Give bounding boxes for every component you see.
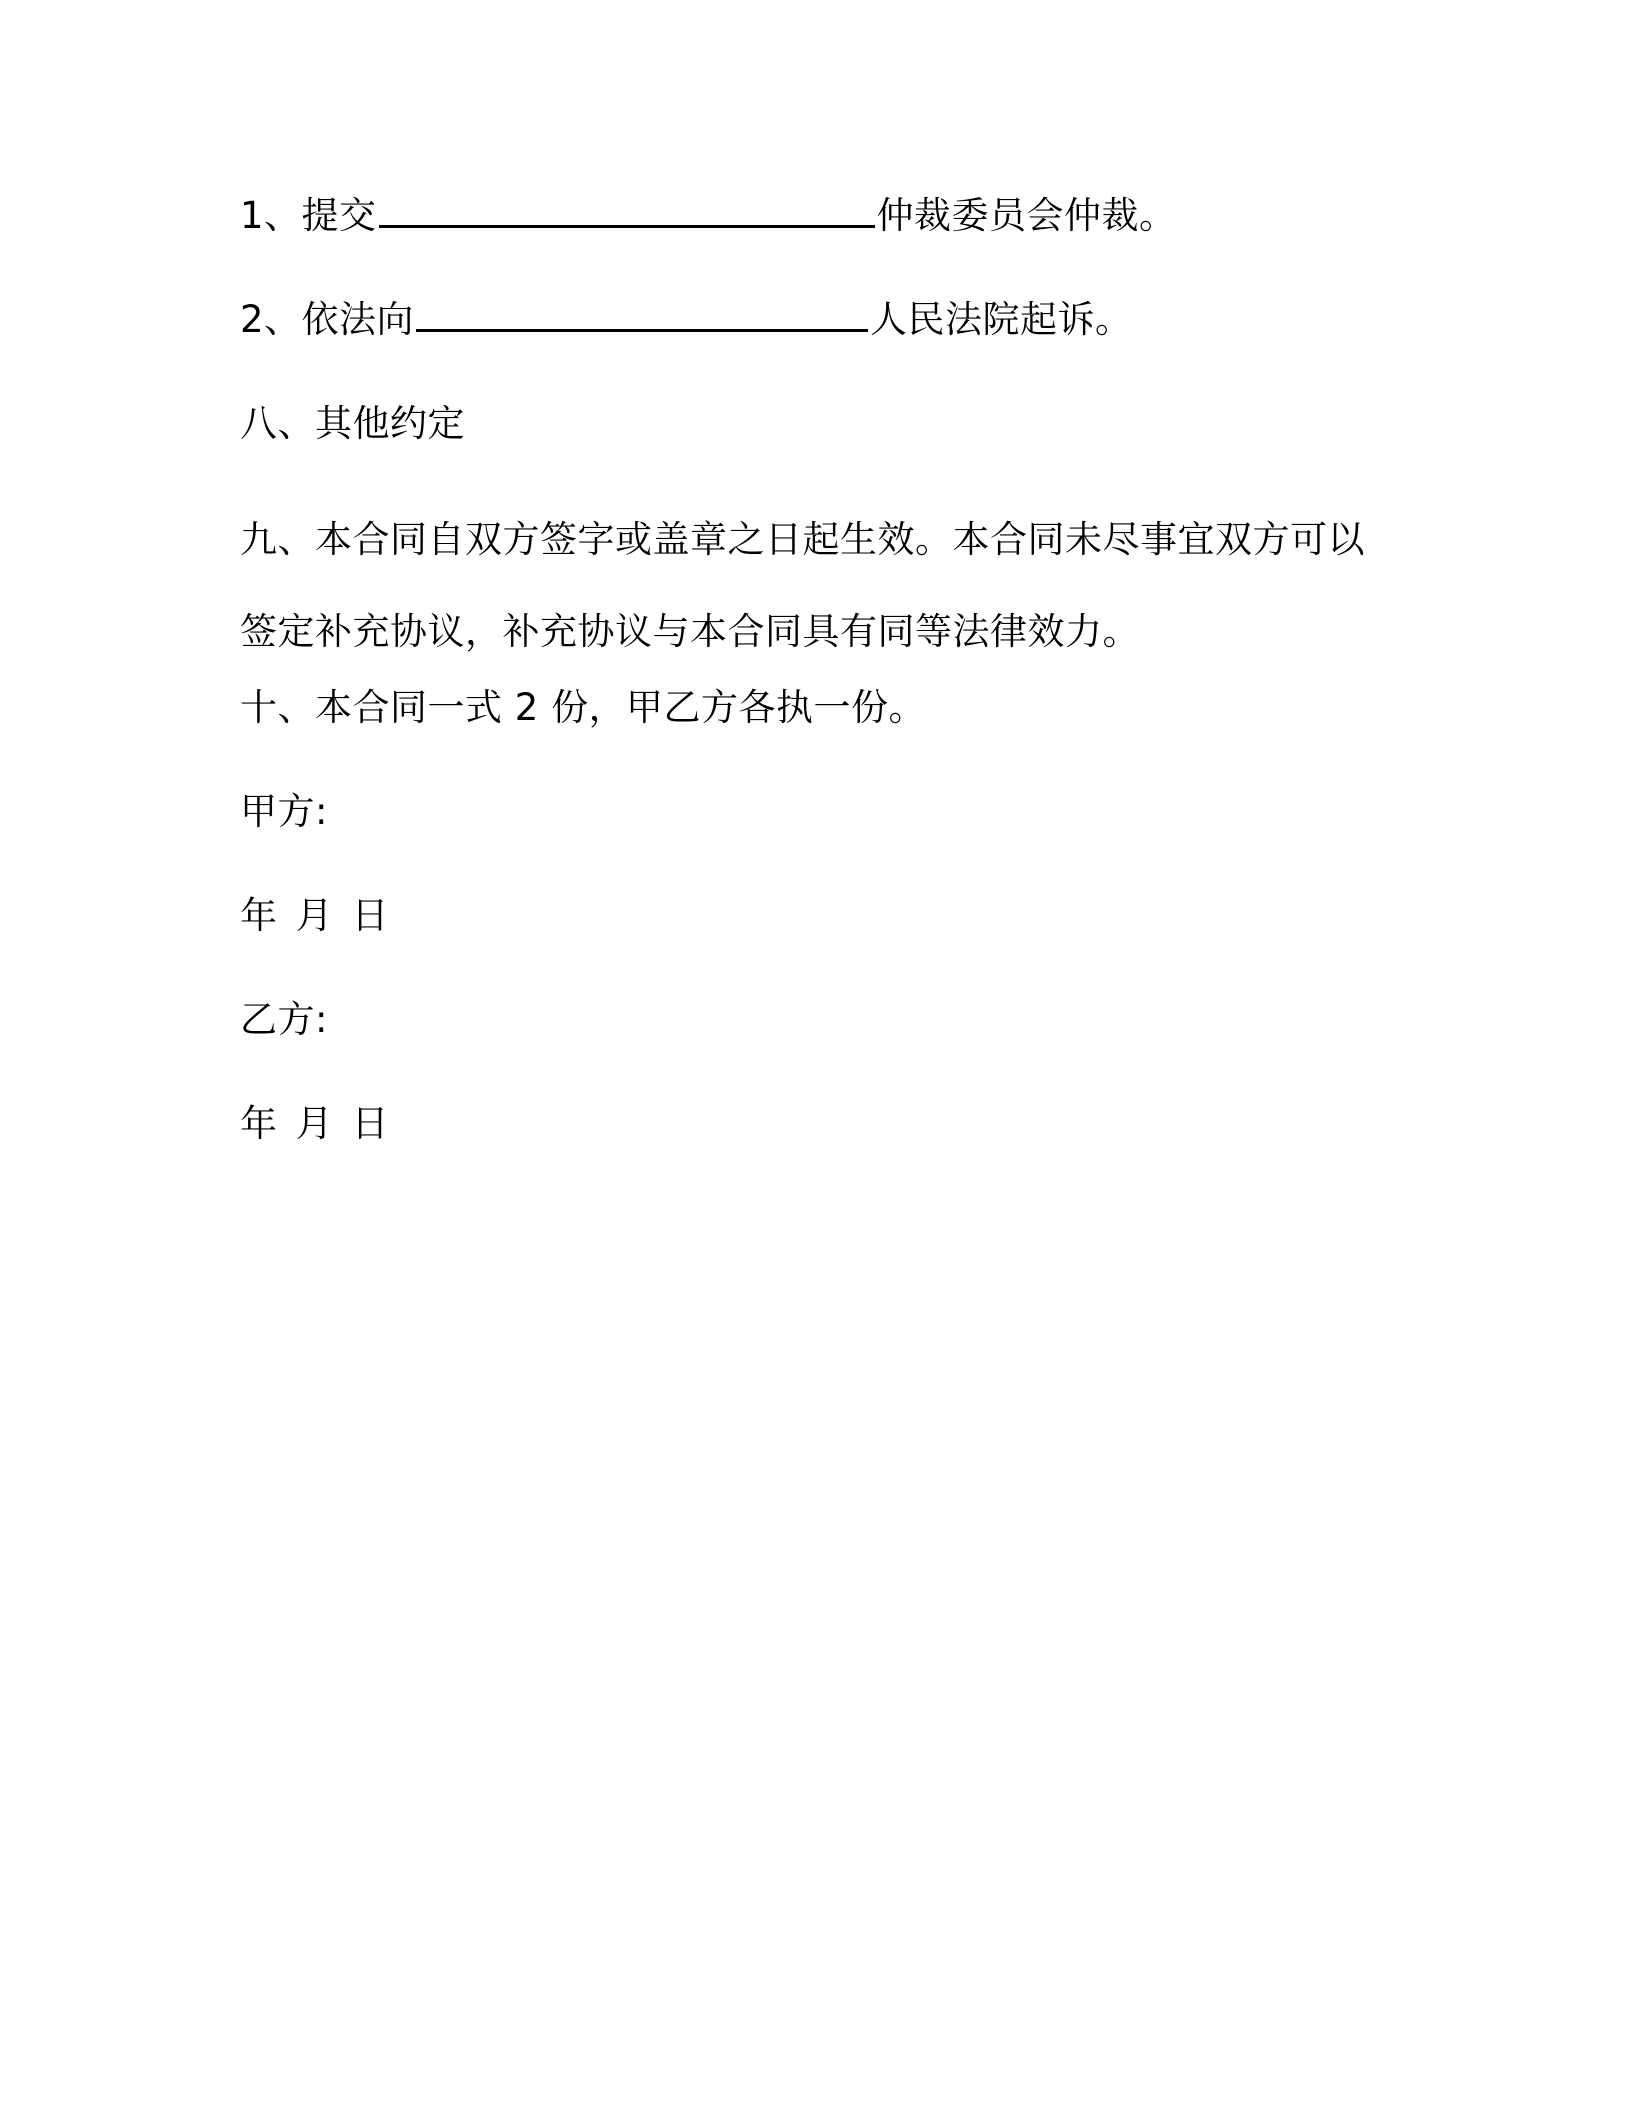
clause-litigation [240, 292, 1133, 348]
clause-litigation-prefix: 2、依法向 [240, 298, 415, 341]
clause-arbitration [240, 188, 1177, 244]
party-a-date: 年 月 日 [240, 894, 390, 937]
party-b-date: 年 月 日 [240, 1102, 390, 1145]
section-other-agreements: 八、其他约定 [240, 402, 465, 445]
litigation-blank-line [416, 299, 868, 332]
party-b-label: 乙方: [240, 998, 328, 1041]
arbitration-blank-line [379, 195, 875, 228]
clause-arbitration-suffix: 仲裁委员会仲裁。 [876, 194, 1177, 237]
party-a-label: 甲方: [240, 790, 328, 833]
section-copies: 十、本合同一式 2 份，甲乙方各执一份。 [240, 686, 927, 729]
clause-arbitration-prefix: 1、提交 [240, 194, 377, 237]
clause-litigation-suffix: 人民法院起诉。 [870, 298, 1133, 341]
section-effectiveness: 九、本合同自双方签字或盖章之日起生效。本合同未尽事宜双方可以签定补充协议，补充协议与本合同具有同等法律效力。 [240, 518, 1365, 653]
